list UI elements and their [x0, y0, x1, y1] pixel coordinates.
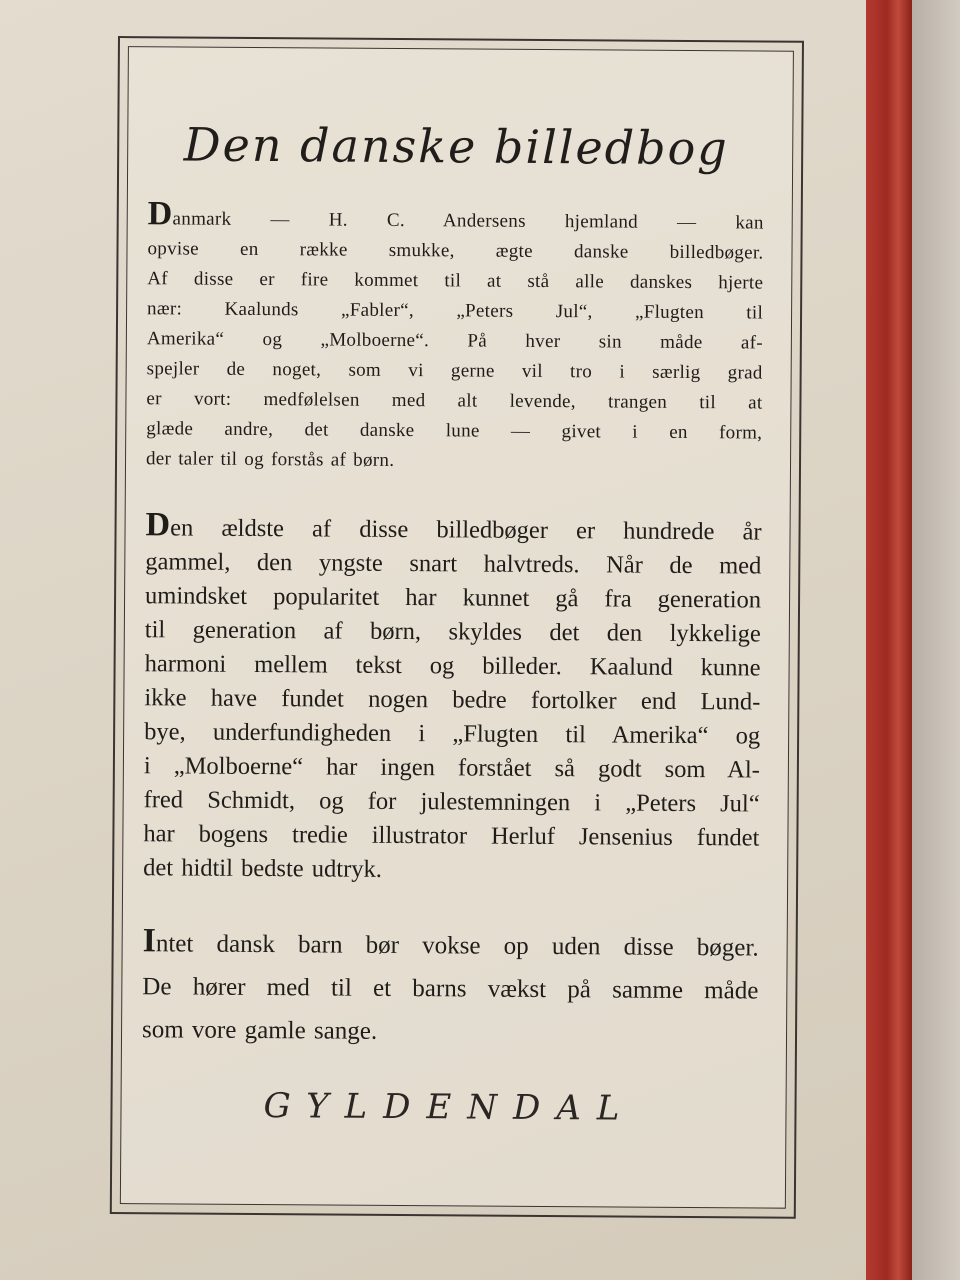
text-line: til generation af børn, skyldes det den lykkelige: [144, 616, 761, 648]
text-line: fred Schmidt, og for julestemningen i „Peters Jul“: [143, 786, 760, 818]
text-line: nær: Kaalunds „Fabler“, „Peters Jul“, „Flugten til: [147, 298, 764, 324]
text-line: glæde andre, det danske lune — givet i en form,: [146, 418, 763, 444]
text-line: gammel, den yngste snart halvtreds. Når de med: [145, 548, 762, 580]
inner-frame: [120, 46, 794, 1209]
text-line: Danmark — H. C. Andersens hjemland — kan: [147, 195, 764, 234]
edge-shadow: [912, 0, 960, 1280]
text-line: spejler de noget, som vi gerne vil tro i særlig grad: [146, 358, 763, 384]
red-spine-edge: [866, 0, 912, 1280]
text-line: som vore gamle sange.: [141, 1016, 378, 1045]
drop-capital: I: [142, 922, 157, 960]
text-line: opvise en række smukke, ægte danske billedbøger.: [147, 238, 764, 264]
double-rule-frame: [110, 36, 804, 1219]
text-line: er vort: medfølelsen med alt levende, trangen til at: [146, 388, 763, 414]
paragraph-1: [145, 195, 764, 478]
text-line: har bogens tredie illustrator Herluf Jensenius fundet: [143, 820, 760, 852]
drop-capital: D: [147, 195, 173, 233]
page-title: Den danske billedbog: [183, 117, 729, 176]
paragraph-3: [142, 919, 759, 1055]
text-line: Den ældste af disse billedbøger er hundrede år: [145, 506, 762, 546]
text-line: umindsket popularitet har kunnet gå fra generation: [144, 582, 762, 614]
text-line: harmoni mellem tekst og billeder. Kaalund kunne: [144, 650, 761, 682]
paragraph-2: [143, 508, 762, 889]
text-line: i „Molboerne“ har ingen forstået så godt som Al-: [143, 752, 760, 784]
text-line: ikke have fundet nogen bedre fortolker end Lund-: [144, 684, 761, 716]
text-line: bye, underfundigheden i „Flugten til Amerika“ og: [144, 718, 761, 750]
text-line: Af disse er fire kommet til at stå alle danskes hjerte: [147, 268, 764, 294]
text-line: det hidtil bedste udtryk.: [143, 854, 383, 883]
text-line: Intet dansk barn bør vokse op uden disse bøger.: [142, 922, 759, 962]
drop-capital: D: [145, 506, 171, 544]
text-line: Amerika“ og „Molboerne“. På hver sin måde af-: [146, 328, 763, 354]
publisher-name: GYLDENDAL: [263, 1086, 636, 1129]
text-line: der taler til og forstås af børn.: [145, 448, 395, 471]
text-line: De hører med til et barns vækst på samme måde: [142, 973, 759, 1005]
text-block: [141, 77, 764, 1129]
